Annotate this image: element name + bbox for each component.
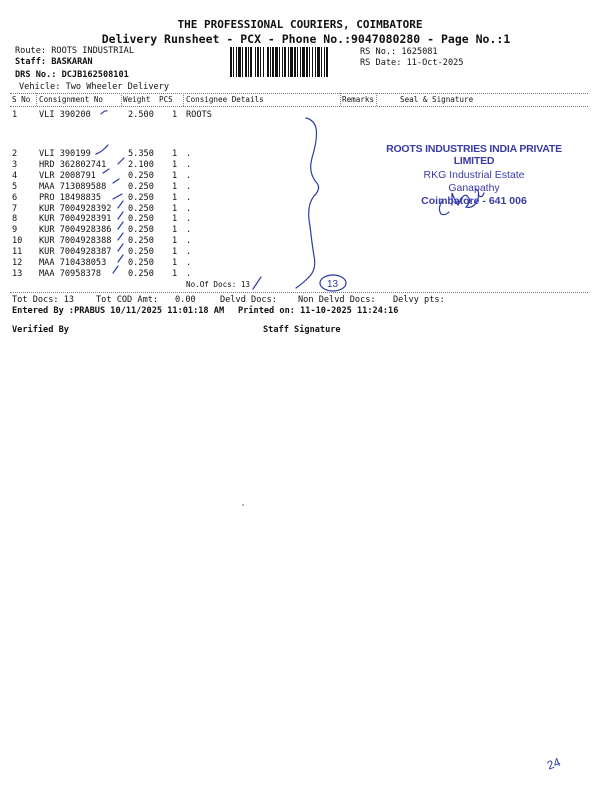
row-weight: 0.250 xyxy=(128,170,154,181)
entered-by: Entered By :PRABUS 10/11/2025 11:01:18 AM xyxy=(12,306,225,316)
tick-mark xyxy=(118,201,123,208)
row-sno: 9 xyxy=(12,225,18,236)
col-header-consignee: Consignee Details xyxy=(186,95,264,104)
row-pcs: 1 xyxy=(172,159,178,170)
footer-top-rule xyxy=(10,292,588,293)
row-pcs: 1 xyxy=(172,258,178,268)
row-sno: 8 xyxy=(12,214,18,225)
row-consignee: . xyxy=(186,214,192,225)
row-consignment-no: MAA 70958378 xyxy=(39,268,102,279)
col-header-weight: Weight xyxy=(123,95,151,104)
row-pcs: 1 xyxy=(172,236,178,247)
row-sno: 13 xyxy=(12,268,23,279)
row-sno: 5 xyxy=(12,181,18,192)
col-header-sno: S No xyxy=(12,95,31,104)
row-pcs: 1 xyxy=(172,149,178,159)
row-sno: 11 xyxy=(12,247,23,258)
non-delivered-docs: Non Delvd Docs: xyxy=(298,295,376,305)
row-sno: 7 xyxy=(12,203,18,214)
row-weight: 0.250 xyxy=(128,225,154,236)
row-consignment-no: MAA 710438053 xyxy=(39,258,107,268)
speck xyxy=(242,504,244,506)
row-sno: 1 xyxy=(12,110,18,120)
no-of-docs: No.Of Docs: 13 xyxy=(186,280,251,289)
row-weight: 5.350 xyxy=(128,149,154,159)
row-pcs: 1 xyxy=(172,110,178,120)
tick-mark xyxy=(118,244,123,251)
tick-mark xyxy=(253,277,261,289)
row-pcs: 1 xyxy=(172,181,178,192)
row-consignee: . xyxy=(186,268,192,279)
col-divider xyxy=(121,93,122,106)
row-consignee: . xyxy=(186,159,192,170)
delivered-docs: Delvd Docs: xyxy=(220,295,277,305)
row-weight: 2.500 xyxy=(128,110,154,120)
row-consignment-no: VLI 390199 xyxy=(39,149,91,159)
tick-mark xyxy=(118,255,123,262)
drs-number: DRS No.: DCJB162508101 xyxy=(15,70,129,80)
row-weight: 0.250 xyxy=(128,181,154,192)
row-consignee: . xyxy=(186,203,192,214)
row-consignee: . xyxy=(186,149,192,159)
row-weight: 0.250 xyxy=(128,236,154,247)
row-consignee: . xyxy=(186,236,192,247)
company-title: THE PROFESSIONAL COURIERS, COIMBATORE xyxy=(177,18,423,31)
header-bottom-rule xyxy=(10,106,588,107)
barcode xyxy=(230,47,356,77)
col-header-pcs: PCS xyxy=(159,95,173,104)
tick-mark xyxy=(118,233,123,240)
row-weight: 0.250 xyxy=(128,214,154,225)
stamp-company-name: ROOTS INDUSTRIES INDIA PRIVATE LIMITED xyxy=(386,143,562,167)
row-pcs: 1 xyxy=(172,268,178,279)
row-weight: 0.250 xyxy=(128,192,154,203)
col-divider xyxy=(376,93,377,106)
row-weight: 0.250 xyxy=(128,268,154,279)
row-consignment-no: VLR 2008791 xyxy=(39,170,96,181)
row-sno: 2 xyxy=(12,149,18,159)
row-consignment-no: PRO 18498835 xyxy=(39,192,102,203)
row-consignment-no: KUR 7004928387 xyxy=(39,247,112,258)
row-weight: 0.250 xyxy=(128,258,154,268)
row-consignment-no: KUR 7004928392 xyxy=(39,203,112,214)
brace-mark xyxy=(296,118,319,288)
row-consignment-no: VLI 390200 xyxy=(39,110,91,120)
stamp-address-line: RKG Industrial Estate xyxy=(423,169,525,181)
tick-mark xyxy=(113,194,122,199)
staff-signature: Staff Signature xyxy=(263,325,341,335)
row-pcs: 1 xyxy=(172,225,178,236)
row-weight: 2.100 xyxy=(128,159,154,170)
printed-on: Printed on: 11-10-2025 11:24:16 xyxy=(238,306,399,316)
row-consignee: . xyxy=(186,170,192,181)
row-consignee: ROOTS xyxy=(186,110,212,120)
tick-mark xyxy=(101,111,107,114)
row-consignee: . xyxy=(186,181,192,192)
delivery-points: Delvy pts: xyxy=(393,295,445,305)
barcode-bar xyxy=(328,47,329,77)
col-header-consignment: Consignment No xyxy=(39,95,104,104)
row-consignment-no: KUR 7004928386 xyxy=(39,225,112,236)
row-sno: 12 xyxy=(12,258,23,268)
row-consignee: . xyxy=(186,247,192,258)
row-consignee: . xyxy=(186,258,192,268)
tick-mark xyxy=(118,222,123,229)
runsheet-subtitle: Delivery Runsheet - PCX - Phone No.:9047080280 - Page No.:1 xyxy=(101,32,511,46)
row-sno: 4 xyxy=(12,170,18,181)
total-docs: Tot Docs: 13 xyxy=(12,295,75,305)
row-pcs: 1 xyxy=(172,170,178,181)
stamp-city-line: Coimbatore - 641 006 xyxy=(421,195,527,207)
vehicle-label: Vehicle: Two Wheeler Delivery xyxy=(19,82,170,92)
row-consignment-no: MAA 713089588 xyxy=(39,181,107,192)
tick-mark xyxy=(113,179,119,183)
col-divider xyxy=(183,93,184,106)
page-handwritten-number: 24 xyxy=(544,754,563,773)
row-consignment-no: KUR 7004928391 xyxy=(39,214,112,225)
tick-mark xyxy=(118,158,124,164)
rs-number: RS No.: 1625081 xyxy=(360,47,438,57)
row-consignment-no: KUR 7004928388 xyxy=(39,236,112,247)
row-pcs: 1 xyxy=(172,247,178,258)
rs-date: RS Date: 11-Oct-2025 xyxy=(360,58,464,68)
tick-mark xyxy=(118,212,123,219)
row-pcs: 1 xyxy=(172,203,178,214)
circled-count-text: 13 xyxy=(327,279,339,290)
row-weight: 0.250 xyxy=(128,203,154,214)
col-header-seal: Seal & Signature xyxy=(400,95,474,104)
row-sno: 6 xyxy=(12,192,18,203)
row-pcs: 1 xyxy=(172,214,178,225)
col-header-remarks: Remarks xyxy=(342,95,375,104)
company-seal-stamp xyxy=(381,143,567,207)
stamp-area-line: Ganapathy xyxy=(448,182,500,194)
row-sno: 3 xyxy=(12,159,18,170)
route-label: Route: ROOTS INDUSTRIAL xyxy=(15,46,134,56)
col-divider xyxy=(36,93,37,106)
staff-label: Staff: BASKARAN xyxy=(15,57,93,67)
row-sno: 10 xyxy=(12,236,23,247)
row-consignment-no: HRD 362802741 xyxy=(39,159,107,170)
row-weight: 0.250 xyxy=(128,247,154,258)
row-pcs: 1 xyxy=(172,192,178,203)
circled-count-ring xyxy=(320,275,346,291)
tick-mark xyxy=(113,266,118,273)
verified-by: Verified By xyxy=(12,325,69,335)
total-cod-label: Tot COD Amt: xyxy=(96,295,159,305)
col-divider xyxy=(340,93,341,106)
header-top-rule xyxy=(10,93,588,94)
tick-mark xyxy=(96,145,108,154)
row-consignee: . xyxy=(186,225,192,236)
row-consignee: . xyxy=(186,192,192,203)
total-cod-value: 0.00 xyxy=(175,295,196,305)
